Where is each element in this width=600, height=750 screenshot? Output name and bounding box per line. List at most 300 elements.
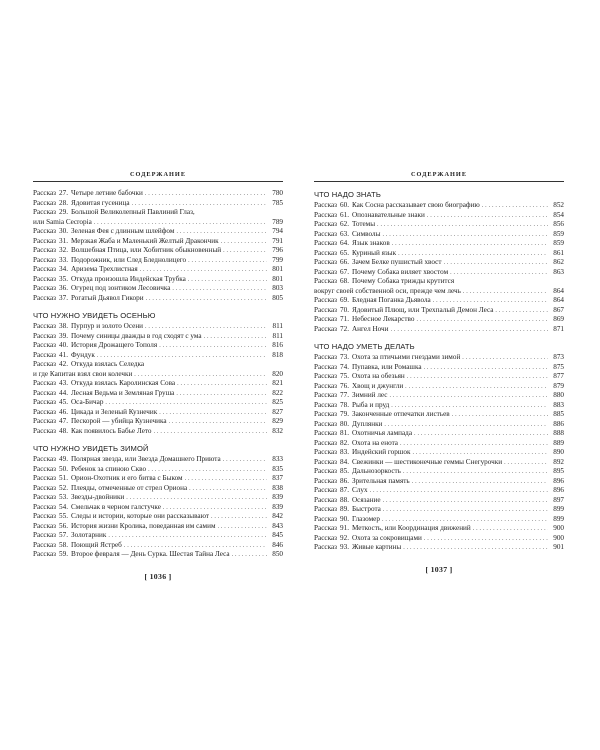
entry-page-number: 895 [553, 467, 564, 475]
toc-entry [33, 550, 283, 560]
entry-page-number: 863 [553, 267, 564, 276]
entry-title: Охота на обезьян [351, 372, 405, 380]
entry-page-number: 897 [553, 495, 564, 504]
dot-leader [124, 541, 267, 551]
entry-page-number: 861 [553, 248, 564, 257]
entry-number: 38. [59, 322, 68, 330]
entry-number: 32. [59, 246, 68, 254]
entry-number: 49. [59, 455, 68, 463]
dot-leader [444, 258, 548, 268]
entry-title: Как появилось Бабье Лето [70, 426, 152, 435]
entry-page-number: 859 [553, 239, 564, 247]
entry-page-number: 850 [272, 550, 283, 558]
entry-title: История Дрожащего Тополя [70, 341, 158, 349]
entry-prefix: Рассказ [314, 315, 337, 323]
toc-entry [33, 455, 283, 465]
entry-prefix: Рассказ [33, 417, 56, 425]
entry-title: Ядовитый Плющ, или Трехпалый Демон Леса [351, 305, 494, 314]
dot-leader [392, 239, 548, 249]
entry-prefix: Рассказ [33, 227, 56, 235]
toc-list [314, 189, 564, 553]
dot-leader [383, 496, 548, 506]
entry-title: Второе февраля — День Сурка. Шестая Тайна Леса [70, 550, 230, 558]
toc-entry [33, 541, 283, 551]
toc-entry-continuation [33, 370, 283, 380]
entry-prefix: Рассказ [314, 305, 337, 314]
page-header: СОДЕРЖАНИЕ [129, 171, 187, 178]
toc-entry [314, 486, 564, 496]
entry-prefix: Рассказ [314, 267, 337, 276]
entry-prefix: Рассказ [33, 293, 56, 302]
entry-page-number: 889 [553, 438, 564, 447]
entry-number: 80. [340, 419, 349, 428]
dot-leader [211, 512, 267, 522]
entry-prefix: Рассказ [33, 512, 56, 520]
entry-title: Подорожник, или След Бледнолицего [70, 255, 187, 264]
entry-prefix: Рассказ [314, 229, 337, 238]
dot-leader [383, 505, 548, 515]
dot-leader [427, 211, 548, 221]
entry-prefix: Рассказ [314, 296, 337, 304]
toc-entry [314, 401, 564, 411]
entry-title: Меткость, или Координация движений [351, 524, 471, 532]
entry-title: Откуда произошла Индейская Трубка [70, 274, 186, 283]
toc-entry [33, 246, 283, 256]
entry-title: История жизни Кролика, поведанная им самим [70, 521, 216, 530]
entry-prefix: Рассказ [314, 201, 337, 209]
entry-page-number: 899 [553, 505, 564, 513]
entry-prefix: Рассказ [314, 533, 337, 542]
entry-page-number: 835 [272, 464, 283, 473]
toc-entry [314, 363, 564, 373]
entry-prefix: Рассказ [314, 391, 337, 399]
entry-number: 79. [340, 410, 349, 418]
entry-prefix: Рассказ [33, 236, 56, 245]
entry-page-number: 852 [553, 201, 564, 209]
dot-leader [433, 296, 548, 306]
entry-prefix: Рассказ [314, 514, 337, 523]
toc-entry [33, 227, 283, 237]
toc-entry [33, 484, 283, 494]
entry-prefix: Рассказ [314, 410, 337, 418]
entry-page-number: 794 [272, 227, 283, 235]
toc-entry [314, 296, 564, 306]
dot-leader [218, 522, 268, 532]
toc-entry [33, 341, 283, 351]
dot-leader [132, 199, 267, 209]
entry-prefix: Рассказ [33, 322, 56, 330]
dot-leader [188, 256, 267, 266]
entry-number: 33. [59, 255, 68, 264]
right-page [314, 171, 564, 574]
entry-number: 64. [340, 239, 349, 247]
entry-number: 35. [59, 274, 68, 283]
entry-number: 48. [59, 426, 68, 435]
entry-number: 88. [340, 495, 349, 504]
dot-leader [391, 325, 548, 335]
toc-entry [314, 429, 564, 439]
entry-page-number: 883 [553, 400, 564, 409]
entry-number: 69. [340, 296, 349, 304]
entry-prefix: Рассказ [314, 239, 337, 247]
entry-number: 75. [340, 372, 349, 380]
entry-prefix: Рассказ [314, 438, 337, 447]
entry-title: Ребенок за спиною Скво [70, 464, 147, 473]
entry-title: Бледная Поганка Дьявола [351, 296, 431, 304]
toc-entry [33, 408, 283, 418]
entry-title: Законченные отпечатки листьев [351, 410, 450, 418]
entry-prefix: Рассказ [314, 486, 337, 494]
entry-page-number: 896 [553, 486, 564, 494]
entry-title: Цикада и Зеленый Кузнечик [70, 407, 158, 416]
toc-entry [33, 294, 283, 304]
entry-prefix: Рассказ [314, 362, 337, 371]
entry-title: Дуплянки [351, 419, 383, 428]
dot-leader [462, 353, 548, 363]
entry-number: 59. [59, 550, 68, 558]
entry-title: Слух [351, 486, 368, 494]
entry-number: 92. [340, 533, 349, 542]
entry-prefix: Рассказ [33, 379, 56, 387]
entry-title: Как Сосна рассказывает свою биографию [351, 201, 480, 209]
dot-leader [140, 265, 267, 275]
entry-page-number: 843 [272, 521, 283, 530]
dot-leader [159, 408, 267, 418]
dot-leader [463, 287, 548, 297]
dot-leader [398, 249, 548, 259]
entry-page-number: 780 [272, 189, 283, 197]
toc-entry [314, 534, 564, 544]
entry-page-number: 859 [553, 229, 564, 238]
entry-page-number: 821 [272, 379, 283, 387]
dot-leader [382, 515, 548, 525]
entry-number: 29. [59, 208, 68, 216]
entry-page-number: 833 [272, 455, 283, 463]
dot-leader [172, 284, 267, 294]
entry-page-number: 842 [272, 512, 283, 520]
entry-prefix: Рассказ [314, 457, 337, 466]
toc-entry [33, 265, 283, 275]
entry-prefix: Рассказ [33, 502, 56, 511]
toc-entry [314, 505, 564, 515]
entry-prefix: Рассказ [33, 455, 56, 463]
entry-page-number: 827 [272, 407, 283, 416]
entry-page-number: 888 [553, 429, 564, 437]
dot-leader [163, 503, 267, 513]
toc-entry [314, 325, 564, 335]
entry-page-number: 845 [272, 531, 283, 539]
entry-page-number: 871 [553, 324, 564, 333]
entry-prefix: Рассказ [314, 419, 337, 428]
dot-leader [412, 448, 548, 458]
page-number: [ 1036 ] [144, 571, 172, 581]
toc-entry [314, 306, 564, 316]
dot-leader [370, 486, 548, 496]
entry-number: 71. [340, 315, 349, 323]
dot-leader [134, 370, 267, 380]
entry-prefix: Рассказ [33, 531, 56, 539]
toc-entry [314, 201, 564, 211]
entry-number: 42. [59, 360, 68, 368]
entry-number: 81. [340, 429, 349, 437]
entry-number: 30. [59, 227, 68, 235]
dot-leader [145, 322, 267, 332]
entry-title: Почему Собака виляет хвостом [351, 267, 449, 276]
entry-number: 73. [340, 353, 349, 361]
entry-page-number: 890 [553, 448, 564, 456]
entry-prefix: Рассказ [33, 540, 56, 549]
entry-prefix: Рассказ [314, 210, 337, 219]
entry-number: 47. [59, 417, 68, 425]
entry-title: Зрительная память [351, 476, 410, 485]
dot-leader [424, 534, 548, 544]
entry-page-number: 886 [553, 419, 564, 428]
toc-entry [33, 465, 283, 475]
toc-entry [33, 322, 283, 332]
entry-title: Откуда взялась Каролинская Сова [70, 379, 176, 387]
entry-page-number: 867 [553, 305, 564, 314]
entry-title: Ядовитая гусеница [70, 198, 130, 207]
entry-title: Зеленая Фея с длинным шлейфом [70, 227, 175, 235]
toc-entry [314, 277, 564, 287]
entry-page-number: 816 [272, 341, 283, 349]
dot-leader [389, 391, 548, 401]
entry-number: 86. [340, 476, 349, 485]
entry-title: Охота на енота [351, 438, 398, 447]
entry-page-number: 838 [272, 483, 283, 492]
toc-entry [314, 448, 564, 458]
dot-leader [382, 230, 548, 240]
entry-title: Смельчак в черном галстучке [70, 502, 161, 511]
entry-prefix: Рассказ [314, 543, 337, 551]
dot-leader [176, 389, 267, 399]
entry-number: 37. [59, 293, 68, 302]
entry-number: 62. [340, 220, 349, 228]
toc-entry [33, 531, 283, 541]
toc-entry [33, 512, 283, 522]
toc-entry [33, 522, 283, 532]
toc-entry [314, 420, 564, 430]
entry-number: 70. [340, 305, 349, 314]
entry-number: 43. [59, 379, 68, 387]
dot-leader [403, 543, 548, 553]
entry-number: 66. [340, 258, 349, 266]
entry-prefix: Рассказ [33, 360, 56, 368]
dot-leader [188, 275, 267, 285]
entry-title: или Samia Cecropia [33, 217, 92, 226]
entry-page-number: 837 [272, 474, 283, 482]
dot-leader [384, 420, 548, 430]
entry-title: Золотарник [70, 531, 107, 539]
toc-entry [314, 410, 564, 420]
entry-title: Охота за птичьими гнездами зимой [351, 353, 461, 361]
entry-number: 41. [59, 350, 68, 359]
entry-page-number: 789 [272, 217, 283, 226]
entry-page-number: 829 [272, 417, 283, 425]
entry-page-number: 811 [272, 322, 283, 330]
toc-entry [33, 332, 283, 342]
entry-page-number: 820 [272, 369, 283, 378]
entry-prefix: Рассказ [314, 277, 337, 285]
toc-entry [314, 515, 564, 525]
entry-prefix: Рассказ [314, 258, 337, 266]
dot-leader [145, 189, 267, 199]
toc-entry [314, 477, 564, 487]
entry-number: 93. [340, 543, 349, 551]
entry-page-number: 805 [272, 293, 283, 302]
toc-entry [33, 360, 283, 370]
entry-prefix: Рассказ [33, 341, 56, 349]
page-header: СОДЕРЖАНИЕ [410, 171, 468, 178]
dot-leader [176, 227, 267, 237]
entry-prefix: Рассказ [33, 464, 56, 473]
entry-page-number: 846 [272, 540, 283, 549]
dot-leader [452, 410, 548, 420]
toc-entry [33, 427, 283, 437]
entry-prefix: Рассказ [33, 521, 56, 530]
toc-entry [33, 237, 283, 247]
dot-leader [400, 439, 548, 449]
entry-prefix: Рассказ [33, 331, 56, 340]
entry-prefix: Рассказ [33, 493, 56, 501]
entry-prefix: Рассказ [33, 388, 56, 397]
entry-page-number: 879 [553, 381, 564, 390]
dot-leader [169, 417, 267, 427]
entry-prefix: Рассказ [33, 350, 56, 359]
toc-entry [33, 474, 283, 484]
entry-title: Почему Собака трижды крутится [351, 277, 455, 285]
toc-entry [314, 439, 564, 449]
dot-leader [159, 341, 267, 351]
entry-number: 87. [340, 486, 349, 494]
entry-title: Огурец под зонтиком Лесовичка [70, 284, 171, 292]
section-heading: ЧТО НУЖНО УВИДЕТЬ ЗИМОЙ [33, 444, 149, 453]
dot-leader [403, 467, 548, 477]
entry-prefix: Рассказ [314, 372, 337, 380]
page-number: [ 1037 ] [425, 564, 453, 574]
entry-page-number: 818 [272, 350, 283, 359]
entry-page-number: 822 [272, 388, 283, 397]
entry-page-number: 803 [272, 284, 283, 292]
entry-number: 55. [59, 512, 68, 520]
entry-number: 60. [340, 201, 349, 209]
entry-title: Орион-Охотник и его битва с Быком [70, 474, 183, 482]
entry-title: Плеяды, отмеченные от стрел Ориона [70, 483, 188, 492]
entry-page-number: 839 [272, 502, 283, 511]
entry-number: 63. [340, 229, 349, 238]
dot-leader [504, 458, 548, 468]
entry-page-number: 869 [553, 315, 564, 323]
entry-title: Лесная Ведьма и Земляная Груша [70, 388, 175, 397]
entry-prefix: Рассказ [33, 284, 56, 292]
entry-number: 85. [340, 467, 349, 475]
toc-entry [33, 275, 283, 285]
header-rule [33, 181, 283, 182]
toc-entry [33, 417, 283, 427]
dot-leader [407, 372, 548, 382]
entry-prefix: Рассказ [314, 248, 337, 257]
entry-title: Пупавка, или Ромашка [351, 362, 422, 371]
entry-number: 51. [59, 474, 68, 482]
entry-prefix: Рассказ [33, 189, 56, 197]
header-rule [314, 181, 564, 182]
entry-prefix: Рассказ [314, 400, 337, 409]
entry-page-number: 875 [553, 362, 564, 371]
entry-prefix: Рассказ [33, 265, 56, 273]
entry-number: 56. [59, 521, 68, 530]
dot-leader [94, 218, 267, 228]
entry-title: Небесное Лекарство [351, 315, 415, 323]
entry-page-number: 832 [272, 426, 283, 435]
toc-entry [33, 503, 283, 513]
entry-number: 44. [59, 388, 68, 397]
entry-number: 45. [59, 398, 68, 406]
entry-title: Аризема Трехлистная [70, 265, 138, 273]
entry-number: 46. [59, 407, 68, 416]
entry-page-number: 896 [553, 476, 564, 485]
entry-number: 61. [340, 210, 349, 219]
entry-prefix: Рассказ [314, 505, 337, 513]
section-heading: ЧТО НАДО ЗНАТЬ [314, 190, 381, 199]
dot-leader [414, 429, 548, 439]
entry-title: Глазомер [351, 514, 380, 523]
dot-leader [97, 351, 267, 361]
entry-title: Рогатый Дьявол Гикори [70, 293, 144, 302]
entry-title: и где Капитан взял свои колечки [33, 369, 133, 378]
entry-number: 89. [340, 505, 349, 513]
toc-list [33, 189, 283, 560]
entry-prefix: Рассказ [33, 208, 56, 216]
entry-prefix: Рассказ [33, 483, 56, 492]
toc-entry [314, 315, 564, 325]
entry-title: Живые картины [351, 543, 402, 551]
entry-number: 83. [340, 448, 349, 456]
entry-prefix: Рассказ [33, 550, 56, 558]
entry-page-number: 900 [553, 533, 564, 542]
entry-page-number: 873 [553, 353, 564, 361]
entry-number: 50. [59, 464, 68, 473]
entry-page-number: 801 [272, 274, 283, 283]
toc-entry [314, 268, 564, 278]
entry-title: Рыба и пруд [351, 400, 390, 409]
entry-title: Волшебная Птица, или Хобитник обыкновенный [70, 246, 222, 254]
entry-title: Большой Великолепный Павлиний Глаз, [70, 208, 195, 216]
section-heading: ЧТО НАДО УМЕТЬ ДЕЛАТЬ [314, 342, 415, 351]
entry-prefix: Рассказ [33, 474, 56, 482]
dot-leader [146, 294, 267, 304]
dot-leader [377, 220, 548, 230]
toc-entry [314, 543, 564, 553]
entry-prefix: Рассказ [33, 198, 56, 207]
entry-title: Зачем Белке пушистый хвост [351, 258, 442, 266]
entry-page-number: 901 [553, 543, 564, 551]
entry-page-number: 877 [553, 372, 564, 380]
entry-number: 39. [59, 331, 68, 340]
dot-leader [221, 237, 267, 247]
entry-page-number: 885 [553, 410, 564, 418]
entry-page-number: 856 [553, 220, 564, 228]
entry-page-number: 785 [272, 198, 283, 207]
entry-title: Язык знаков [351, 239, 390, 247]
toc-entry [314, 382, 564, 392]
section-heading: ЧТО НУЖНО УВИДЕТЬ ОСЕНЬЮ [33, 311, 156, 320]
toc-entry-continuation [314, 287, 564, 297]
entry-title: Ангел Ночи [351, 324, 389, 333]
entry-page-number: 900 [553, 524, 564, 532]
entry-number: 74. [340, 362, 349, 371]
entry-page-number: 864 [553, 286, 564, 295]
toc-entry [33, 199, 283, 209]
